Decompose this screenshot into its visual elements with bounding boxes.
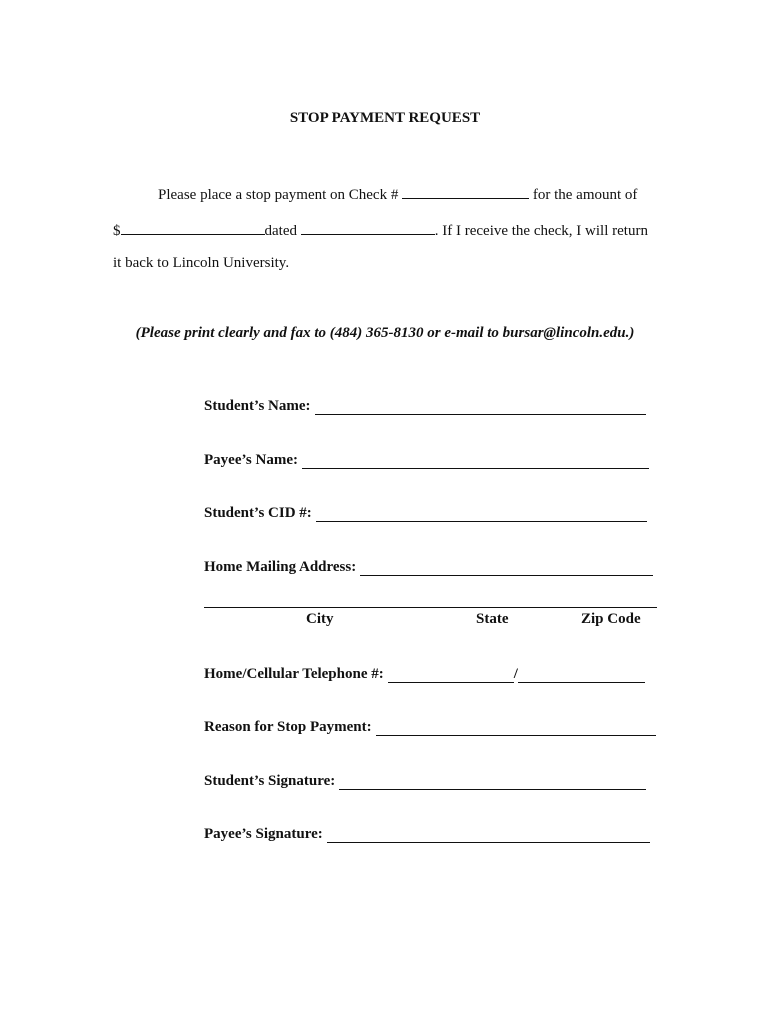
dollar-sign: $ [113, 223, 121, 239]
student-name-label: Student’s Name: [204, 398, 311, 414]
reason-row [204, 719, 656, 736]
reason-field[interactable] [376, 721, 656, 736]
check-number-text: Please place a stop payment on Check # [158, 187, 399, 203]
page-title: STOP PAYMENT REQUEST [289, 110, 481, 126]
student-signature-row [204, 773, 646, 790]
return-text: . If I receive the check, I will return [434, 223, 648, 239]
paragraph-line-2 [113, 219, 648, 240]
city-label: City [306, 611, 334, 627]
student-signature-field[interactable] [339, 775, 646, 790]
amount-text: for the amount of [532, 187, 638, 203]
payee-name-row [204, 452, 649, 469]
student-cid-label: Student’s CID #: [204, 505, 312, 521]
date-field[interactable] [301, 219, 435, 235]
telephone-label: Home/Cellular Telephone #: [204, 666, 384, 682]
student-signature-label: Student’s Signature: [204, 773, 336, 789]
telephone-row [204, 666, 645, 683]
payee-signature-row [204, 826, 650, 843]
payee-name-label: Payee’s Name: [204, 452, 298, 468]
student-cid-row [204, 505, 647, 522]
student-name-field[interactable] [315, 400, 646, 415]
home-address-row [204, 559, 653, 576]
state-label: State [476, 611, 509, 627]
payee-signature-label: Payee’s Signature: [204, 826, 323, 842]
payee-signature-field[interactable] [327, 828, 650, 843]
telephone-separator: / [513, 666, 518, 682]
home-telephone-field[interactable] [388, 668, 514, 683]
amount-field[interactable] [121, 219, 265, 235]
reason-label: Reason for Stop Payment: [204, 719, 372, 735]
paragraph-line-1 [158, 183, 637, 204]
payee-name-field[interactable] [302, 454, 649, 469]
zip-label: Zip Code [581, 611, 641, 627]
home-address-label: Home Mailing Address: [204, 559, 357, 575]
cellular-telephone-field[interactable] [518, 668, 645, 683]
check-number-field[interactable] [402, 183, 529, 199]
paragraph-line-3: it back to Lincoln University. [113, 255, 290, 271]
instructions: (Please print clearly and fax to (484) 365-8130 or e-mail to bursar@lincoln.edu.) [135, 325, 635, 341]
home-address-field[interactable] [360, 561, 653, 576]
student-name-row [204, 398, 646, 415]
student-cid-field[interactable] [316, 507, 647, 522]
dated-text: dated [264, 223, 297, 239]
address-line-2-field[interactable] [204, 607, 657, 608]
